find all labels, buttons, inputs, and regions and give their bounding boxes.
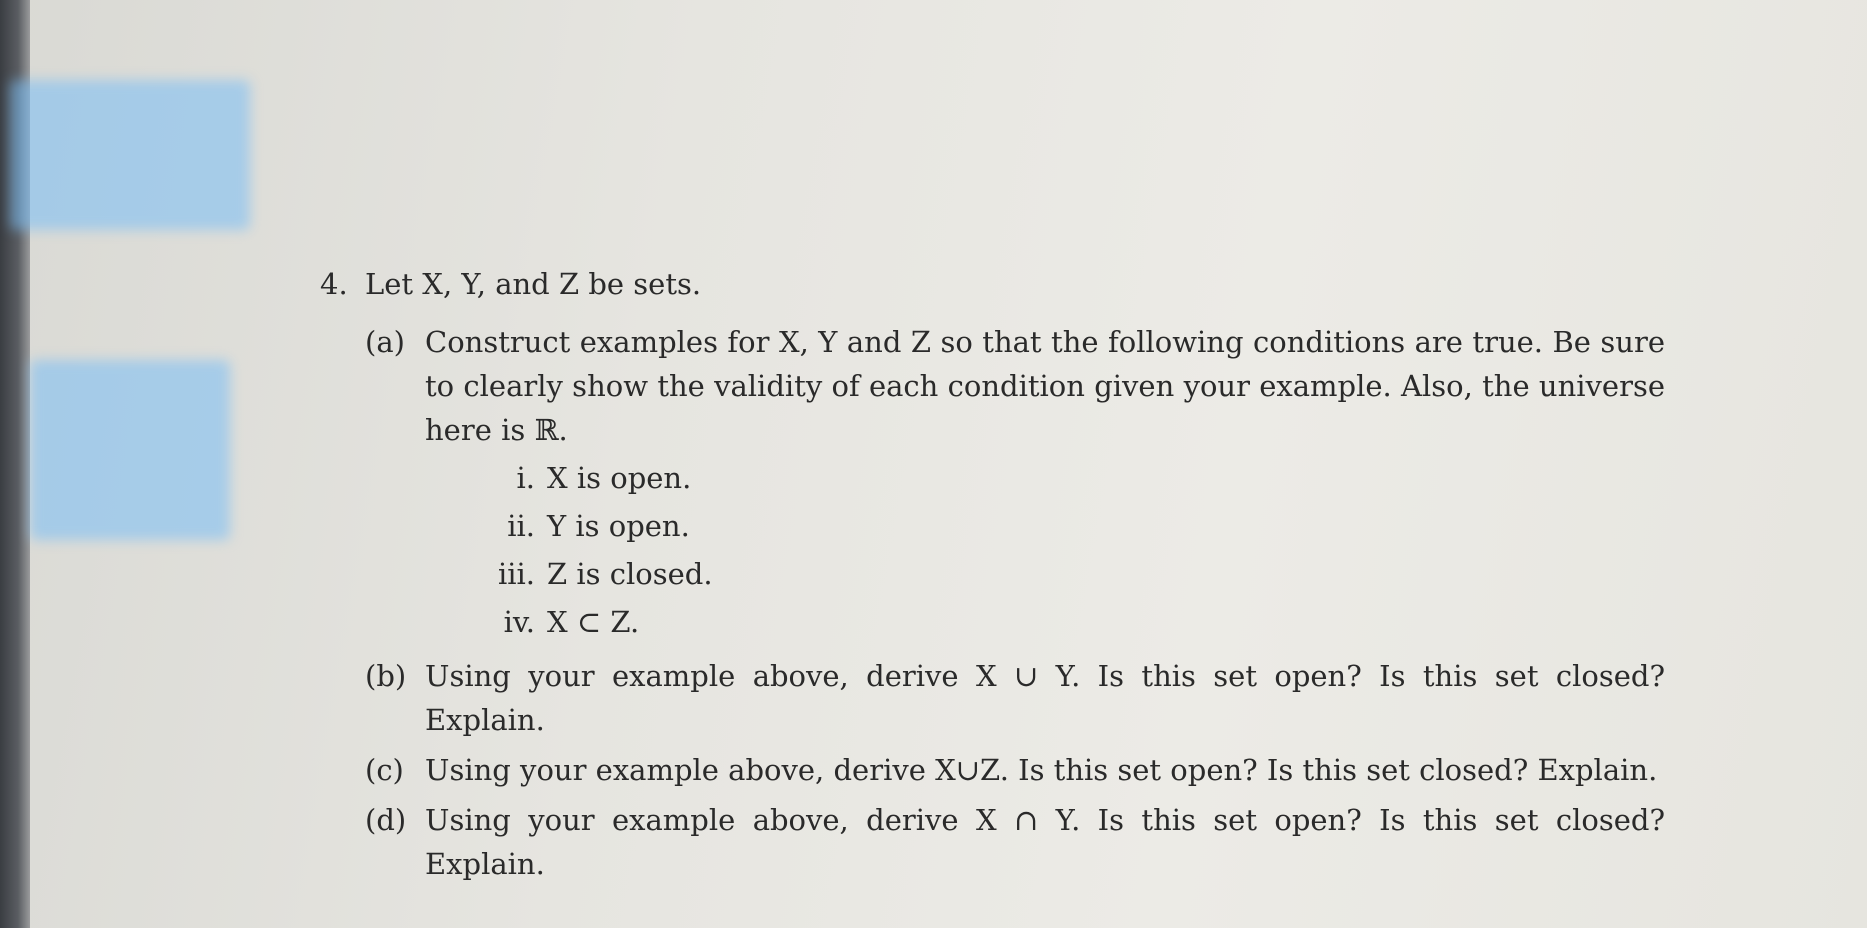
problem-parts: [365, 320, 1700, 886]
part-label: (a): [365, 325, 405, 359]
part-d: [365, 798, 1700, 886]
condition-text: X is open.: [547, 461, 692, 495]
condition-item: [495, 600, 1700, 648]
condition-label: ii.: [507, 509, 535, 543]
condition-item: [495, 552, 1700, 600]
problem-document: [320, 262, 1700, 892]
condition-text: X ⊂ Z.: [547, 605, 640, 639]
part-label: (b): [365, 659, 407, 693]
part-b: [365, 654, 1700, 742]
condition-list: [425, 456, 1700, 648]
part-a: [365, 320, 1700, 648]
condition-text: Y is open.: [547, 509, 690, 543]
part-c: [365, 748, 1700, 792]
condition-item: [495, 456, 1700, 504]
problem-statement: Let X, Y, and Z be sets.: [365, 267, 702, 301]
screen-glare: [30, 360, 230, 540]
part-text: Using your example above, derive X∪Z. Is this set open? Is this set closed? Explain.: [425, 753, 1658, 787]
part-text: Construct examples for X, Y and Z so that the following conditions are true. Be sure to clearly show the validity of each condition given your example. Also, the universe here is ℝ.: [425, 325, 1665, 447]
condition-label: iii.: [497, 557, 535, 591]
part-text: Using your example above, derive X ∩ Y. Is this set open? Is this set closed? Explain.: [425, 803, 1665, 881]
problem-number: 4.: [320, 267, 348, 301]
condition-item: [495, 504, 1700, 552]
condition-label: i.: [516, 461, 535, 495]
part-label: (c): [365, 753, 404, 787]
problem-4: [320, 262, 1700, 886]
part-text: Using your example above, derive X ∪ Y. Is this set open? Is this set closed? Explain.: [425, 659, 1665, 737]
condition-label: iv.: [503, 605, 535, 639]
screen-glare: [10, 80, 250, 230]
part-label: (d): [365, 803, 407, 837]
condition-text: Z is closed.: [547, 557, 713, 591]
